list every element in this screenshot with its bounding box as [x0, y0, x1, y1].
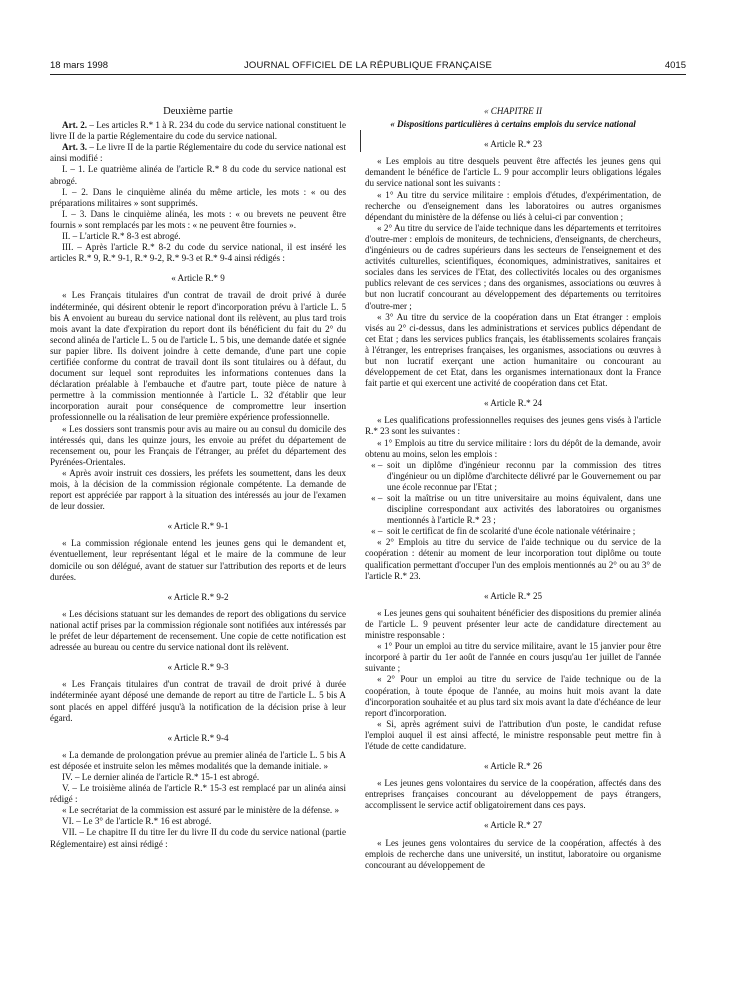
paragraph: « Les jeunes gens volontaires du service de la coopération, affectés à des emplois de recherche dans une université, un institut, laboratoire ou organisme concourant au développement de — [365, 837, 661, 870]
art2-label: Art. 2. — [62, 120, 88, 131]
right-column — [365, 106, 661, 871]
paragraph: « La demande de prolongation prévue au premier alinéa de l'article L. 5 bis A est déposée et instruite selon les mêmes modalités que la demande initiale. » — [50, 749, 346, 771]
paragraph: I. – 3. Dans le cinquième alinéa, les mots : « ou brevets ne peuvent être fournis » sont remplacés par les mots : « ne peuvent être fournies ». — [50, 208, 346, 230]
paragraph: « 2° Au titre du service de l'aide technique dans les départements et territoires d'outre-mer : emplois de moniteurs, de techniciens, d'enseignants, de chercheurs, d'ingénieurs ou de cadres supérieurs dans les secteurs de l'enseignement et des activités culturelles, scientifiques, économiques, administratives, sanitaires et sociales dans les services de l'Etat, des collectivités locales ou des organismes publics relevant de ces services ; dans des organismes, associations ou œuvres à but non lucratif concourant au développement des départements ou territoires d'outre-mer ; — [365, 222, 661, 311]
paragraph: « Les décisions statuant sur les demandes de report des obligations du service national actif prises par la commission régionale sont notifiées aux intéressés par le préfet de leur département de recensement. Une copie de cette notification est adressée au bureau ou centre du service national dont ils relèvent. — [50, 608, 346, 653]
paragraph: « La commission régionale entend les jeunes gens qui le demandent et, éventuellement, leur représentant légal et le maire de la commune de leur domicile ou son délégué, avant de statuer sur l'attribution des reports et de leurs durées. — [50, 538, 346, 582]
paragraph: « Les jeunes gens volontaires du service de la coopération, affectés dans des entreprises françaises concourant au développement de pays étrangers, accomplissent le service actif obligatoirement dans ces pays. — [365, 778, 661, 811]
paragraph: « Si, après agrément suivi de l'attribution d'un poste, le candidat refuse l'emploi auquel il est ainsi affecté, le ministre responsable peut mettre fin à l'étude de cette candidature. — [365, 718, 661, 751]
chapter-heading: « CHAPITRE II — [483, 106, 543, 116]
art3-text: – Le livre II de la partie Réglementaire du code du service national est ainsi modifié : — [50, 142, 346, 164]
header-page-number: 4015 — [664, 60, 686, 71]
part-title: Deuxième partie — [163, 106, 233, 117]
article-heading: « Article R.* 9-2 — [167, 591, 229, 602]
paragraph: « Les Français titulaires d'un contrat de travail de droit privé à durée indéterminée ayant déposé une demande de report au titre de l'article L. 5 bis A sont placés en appel différé jusqu'à la notification de la décision prise à leur égard. — [50, 679, 346, 723]
paragraph: « 2° Emplois au titre du service de l'aide technique ou du service de la coopération : détenir au moment de leur incorporation tout diplôme ou toute qualification permettant d'occuper l'un des emplois mentionnés au 2° ou au 3° de l'article R.* 23. — [365, 537, 661, 581]
paragraph: « 1° Pour un emploi au titre du service militaire, avant le 15 janvier pour être incorporé à partir du 1er août de l'année en cours jusqu'au 1er juillet de l'année suivante ; — [365, 641, 661, 674]
chapter-title: « Dispositions particulières à certains emplois du service national — [390, 119, 636, 130]
paragraph: « Après avoir instruit ces dossiers, les préfets les soumettent, dans les deux mois, à la décision de la commission régionale compétente. La demande de report est appréciée par rapport à la situation des intéressés au jour de l'examen de leur dossier. — [50, 467, 346, 512]
article-heading: « Article R.* 9 — [171, 273, 225, 284]
article-heading: « Article R.* 24 — [483, 398, 543, 409]
paragraph: « 1° Emplois au titre du service militaire : lors du dépôt de la demande, avoir obtenu au moins, selon les emplois : — [365, 437, 661, 459]
article-2 — [50, 120, 346, 142]
paragraph: I. – 1. Le quatrième alinéa de l'article R.* 8 du code du service national est abrogé. — [50, 164, 346, 186]
article-heading: « Article R.* 26 — [483, 761, 543, 772]
art3-label: Art. 3. — [62, 142, 88, 153]
paragraph: « Les qualifications professionnelles requises des jeunes gens visés à l'article R.* 23 sont les suivantes : — [365, 415, 661, 437]
paragraph: « 2° Pour un emploi au titre du service de l'aide technique ou de la coopération, à toute époque de l'année, au moins huit mois avant la date d'incorporation souhaitée et au plus tard six mois avant la date d'échéance de leur report d'incorporation. — [365, 674, 661, 718]
paragraph: « Les dossiers sont transmis pour avis au maire ou au consul du domicile des intéressés qui, dans les quinze jours, les envoie au préfet du département de recensement ou, pour les Français de l'étranger, au préfet du département des Pyrénées-Orientales. — [50, 423, 346, 467]
paragraph: « Les jeunes gens qui souhaitent bénéficier des dispositions du premier alinéa de l'article L. 9 peuvent présenter leur acte de candidature directement au ministre responsable : — [365, 607, 661, 641]
header-rule — [50, 74, 686, 75]
article-3 — [50, 142, 346, 164]
column-divider — [360, 130, 361, 152]
left-column — [50, 106, 346, 850]
list-item: « – soit le certificat de fin de scolarité d'une école nationale vétérinaire ; — [365, 526, 661, 537]
list-item: « – soit la maîtrise ou un titre universitaire au moins équivalent, dans une discipline correspondant aux activités des laboratoires ou organismes mentionnés à l'article R.* 23 ; — [365, 493, 661, 526]
article-heading: « Article R.* 9-1 — [167, 521, 229, 532]
paragraph: VI. – Le 3° de l'article R.* 16 est abrogé. — [62, 816, 212, 827]
page-header — [50, 60, 686, 74]
article-heading: « Article R.* 25 — [483, 590, 543, 601]
article-heading: « Article R.* 23 — [483, 139, 543, 150]
article-heading: « Article R.* 27 — [483, 820, 543, 831]
paragraph: « Les emplois au titre desquels peuvent être affectés les jeunes gens qui demandent le bénéfice de l'article L. 9 pour accomplir leurs obligations légales du service national sont les suivants : — [365, 156, 661, 189]
header-date: 18 mars 1998 — [50, 60, 109, 71]
paragraph: « 1° Au titre du service militaire : emplois d'études, d'expérimentation, de recherche ou d'enseignement dans les laboratoires ou autres organismes dépendant du ministère de la défense ou liés à celui-ci par convention ; — [365, 189, 661, 222]
paragraph: IV. – Le dernier alinéa de l'article R.* 15-1 est abrogé. — [62, 771, 260, 782]
article-heading: « Article R.* 9-3 — [167, 662, 229, 673]
article-heading: « Article R.* 9-4 — [167, 732, 229, 743]
paragraph: « Les Français titulaires d'un contrat de travail de droit privé à durée indéterminée, qui désirent obtenir le report d'incorporation prévu à l'article L. 5 bis A envoient au bureau du service national dont ils relèvent, au plus tard trois mois avant la date d'expiration du report dont ils bénéficient du fait du 2° du second alinéa de l'article L. 5 ou de l'article L. 5 bis, une demande datée et signée sur papier libre. Ils doivent joindre à cette demande, d'une part une copie certifiée conforme du contrat de travail dont ils sont titulaires ou à défaut, du document sur lequel sont reproduites les informations contenues dans la déclaration préalable à l'embauche et d'autre part, toute pièce de nature à permettre à la commission mentionnée à l'article L. 32 d'établir que leur incorporation aurait pour conséquence de compromettre leur insertion professionnelle ou la réalisation de leur première expérience professionnelle. — [50, 290, 346, 423]
paragraph: V. – Le troisième alinéa de l'article R.* 15-3 est remplacé par un alinéa ainsi rédigé : — [50, 783, 346, 805]
list-item: « – soit un diplôme d'ingénieur reconnu par la commission des titres d'ingénieur ou un diplôme d'architecte délivré par le Gouvernement ou par une école reconnue par l'Etat ; — [365, 460, 661, 493]
paragraph: III. – Après l'article R.* 8-2 du code du service national, il est inséré les articles R.* 9, R.* 9-1, R.* 9-2, R.* 9-3 et R.* 9-4 ainsi rédigés : — [50, 242, 346, 264]
paragraph: « 3° Au titre du service de la coopération dans un Etat étranger : emplois visés au 2° ci-dessus, dans les administrations et services publics dépendant de cet Etat ; dans les services publics français, les établissements scolaires français à l'étranger, les entreprises françaises, les organismes, associations ou œuvres à but non lucratif exerçant une action humanitaire ou concourant au développement de cet Etat, dans les organismes internationaux dont la France fait partie et qui exercent une activité de coopération dans cet Etat. — [365, 311, 661, 389]
art2-text: – Les articles R.* 1 à R. 234 du code du service national constituent le livre II de la partie Réglementaire du code du service national. — [50, 120, 346, 142]
paragraph: « Le secrétariat de la commission est assuré par le ministère de la défense. » — [62, 805, 339, 816]
paragraph: II. – L'article R.* 8-3 est abrogé. — [62, 231, 181, 242]
paragraph: VII. – Le chapitre II du titre Ier du livre II du code du service national (partie Réglementaire) est ainsi rédigé : — [50, 827, 346, 849]
paragraph: I. – 2. Dans le cinquième alinéa du même article, les mots : « ou des préparations militaires » sont supprimés. — [50, 186, 346, 208]
header-journal-title: JOURNAL OFFICIEL DE LA RÉPUBLIQUE FRANÇAISE — [243, 60, 493, 71]
